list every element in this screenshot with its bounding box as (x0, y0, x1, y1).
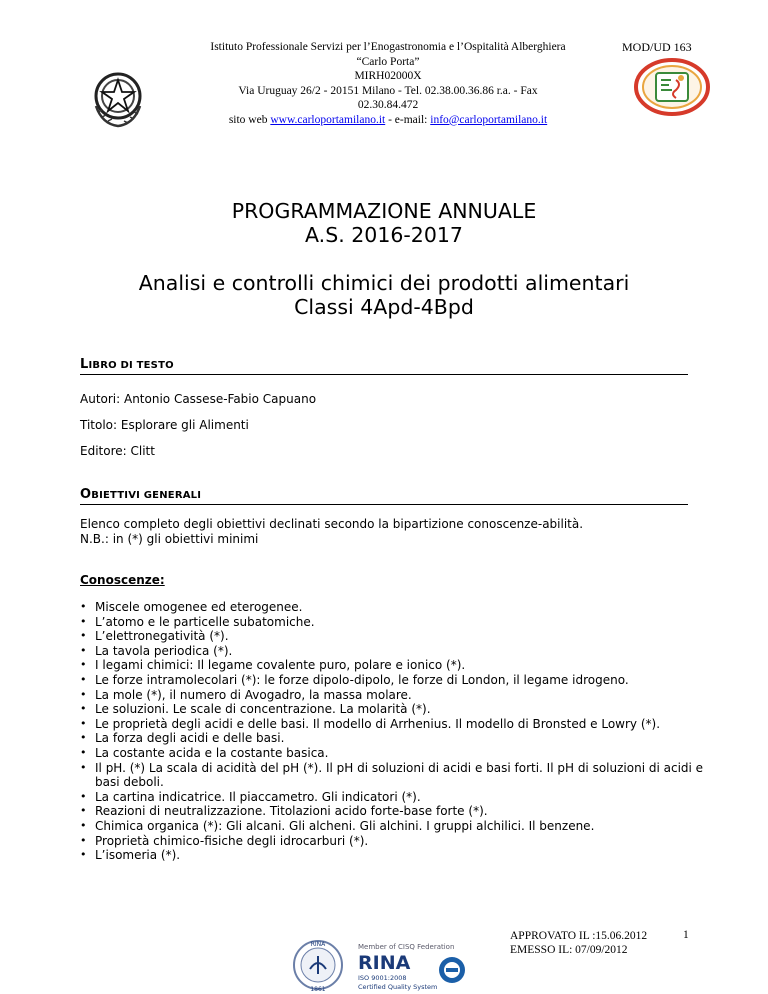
section-heading-libro (80, 357, 174, 372)
conoscenze-item: • Le proprietà degli acidi e delle basi. Il modello di Arrhenius. Il modello di Bronsted e Lowry (*). (80, 717, 720, 732)
rina-name: RINA (358, 952, 411, 974)
republic-emblem (88, 66, 148, 130)
web-label: sito web (228, 113, 268, 126)
conoscenze-list (80, 600, 720, 863)
conoscenze-item: • Reazioni di neutralizzazione. Titolazioni acido forte-base forte (*). (80, 804, 720, 819)
school-logo (634, 58, 710, 116)
approval-info (510, 929, 647, 957)
doc-code: MOD/UD 163 (622, 40, 692, 54)
issued-date: EMESSO IL: 07/09/2012 (510, 944, 628, 956)
email-link[interactable]: info@carloportamilano.it (430, 113, 548, 126)
website-link[interactable]: www.carloportamilano.it (270, 113, 386, 126)
rina-seal-text: RINA (310, 941, 326, 948)
classes-title: Classi 4Apd-4Bpd (294, 295, 474, 319)
section-divider (80, 504, 688, 505)
rina-cert: Certified Quality System (358, 983, 438, 991)
conoscenze-item: • Le soluzioni. Le scale di concentrazione. La molarità (*). (80, 702, 720, 717)
conoscenze-item: • Proprietà chimico-fisiche degli idrocarburi (*). (80, 834, 720, 849)
rina-iso: ISO 9001:2008 (358, 974, 407, 982)
section-heading-obiettivi (80, 487, 201, 502)
libro-heading-rest: IBRO DI TESTO (88, 360, 174, 371)
conoscenze-item: • La cartina indicatrice. Il piaccametro. Gli indicatori (*). (80, 790, 720, 805)
school-address: Via Uruguay 26/2 - 20151 Milano - Tel. 02.38.00.36.86 r.a. - Fax (238, 84, 538, 97)
conoscenze-item: • Il pH. (*) La scala di acidità del pH (*). Il pH di soluzioni di acidi e basi forti. Il pH di soluzioni di acidi e basi deboli. (80, 761, 720, 790)
section-divider (80, 374, 688, 375)
school-code: MIRH02000X (354, 70, 422, 82)
conoscenze-item: • L’isomeria (*). (80, 848, 720, 863)
conoscenze-item: • Miscele omogenee ed eterogenee. (80, 600, 720, 615)
conoscenze-item: • I legami chimici: Il legame covalente puro, polare e ionico (*). (80, 658, 720, 673)
approved-date: APPROVATO IL :15.06.2012 (510, 930, 648, 942)
email-label: - e-mail: (388, 113, 428, 126)
rina-member-text: Member of CISQ Federation (358, 943, 455, 951)
school-year: A.S. 2016-2017 (305, 223, 463, 247)
conoscenze-item: • Chimica organica (*): Gli alcani. Gli alcheni. Gli alchini. I gruppi alchilici. Il benzene. (80, 819, 720, 834)
institute-name: Istituto Professionale Servizi per l’Enogastronomia e l’Ospitalità Alberghiera (210, 41, 566, 53)
obiettivi-heading-initial: O (80, 487, 92, 502)
program-title: PROGRAMMAZIONE ANNUALE (231, 199, 537, 223)
book-authors: Autori: Antonio Cassese-Fabio Capuano (80, 392, 317, 406)
school-name: “Carlo Porta” (356, 55, 420, 68)
book-publisher: Editore: Clitt (80, 444, 155, 458)
rina-seal-year: 1861 (310, 986, 326, 993)
objectives-description: Elenco completo degli obiettivi declinati secondo la bipartizione conoscenze-abilità. (80, 517, 584, 531)
conoscenze-item: • La tavola periodica (*). (80, 644, 720, 659)
conoscenze-item: • Le forze intramolecolari (*): le forze dipolo-dipolo, le forze di London, il legame idrogeno. (80, 673, 720, 688)
objectives-note: N.B.: in (*) gli obiettivi minimi (80, 532, 259, 546)
conoscenze-title: Conoscenze: (80, 573, 165, 587)
obiettivi-heading-rest: BIETTIVI GENERALI (91, 490, 202, 501)
book-title: Titolo: Esplorare gli Alimenti (80, 418, 249, 432)
school-fax: 02.30.84.472 (357, 99, 419, 111)
subject-title: Analisi e controlli chimici dei prodotti alimentari (138, 271, 630, 295)
rina-certification-logo (292, 936, 478, 994)
contacts-line (168, 113, 608, 128)
libro-heading-initial: L (80, 357, 89, 372)
page-number: 1 (683, 929, 689, 941)
conoscenze-item: • La forza degli acidi e delle basi. (80, 731, 720, 746)
school-header (168, 40, 608, 127)
conoscenze-item: • L’elettronegatività (*). (80, 629, 720, 644)
conoscenze-item: • La costante acida e la costante basica. (80, 746, 720, 761)
conoscenze-item: • La mole (*), il numero di Avogadro, la massa molare. (80, 688, 720, 703)
conoscenze-item: • L’atomo e le particelle subatomiche. (80, 615, 720, 630)
